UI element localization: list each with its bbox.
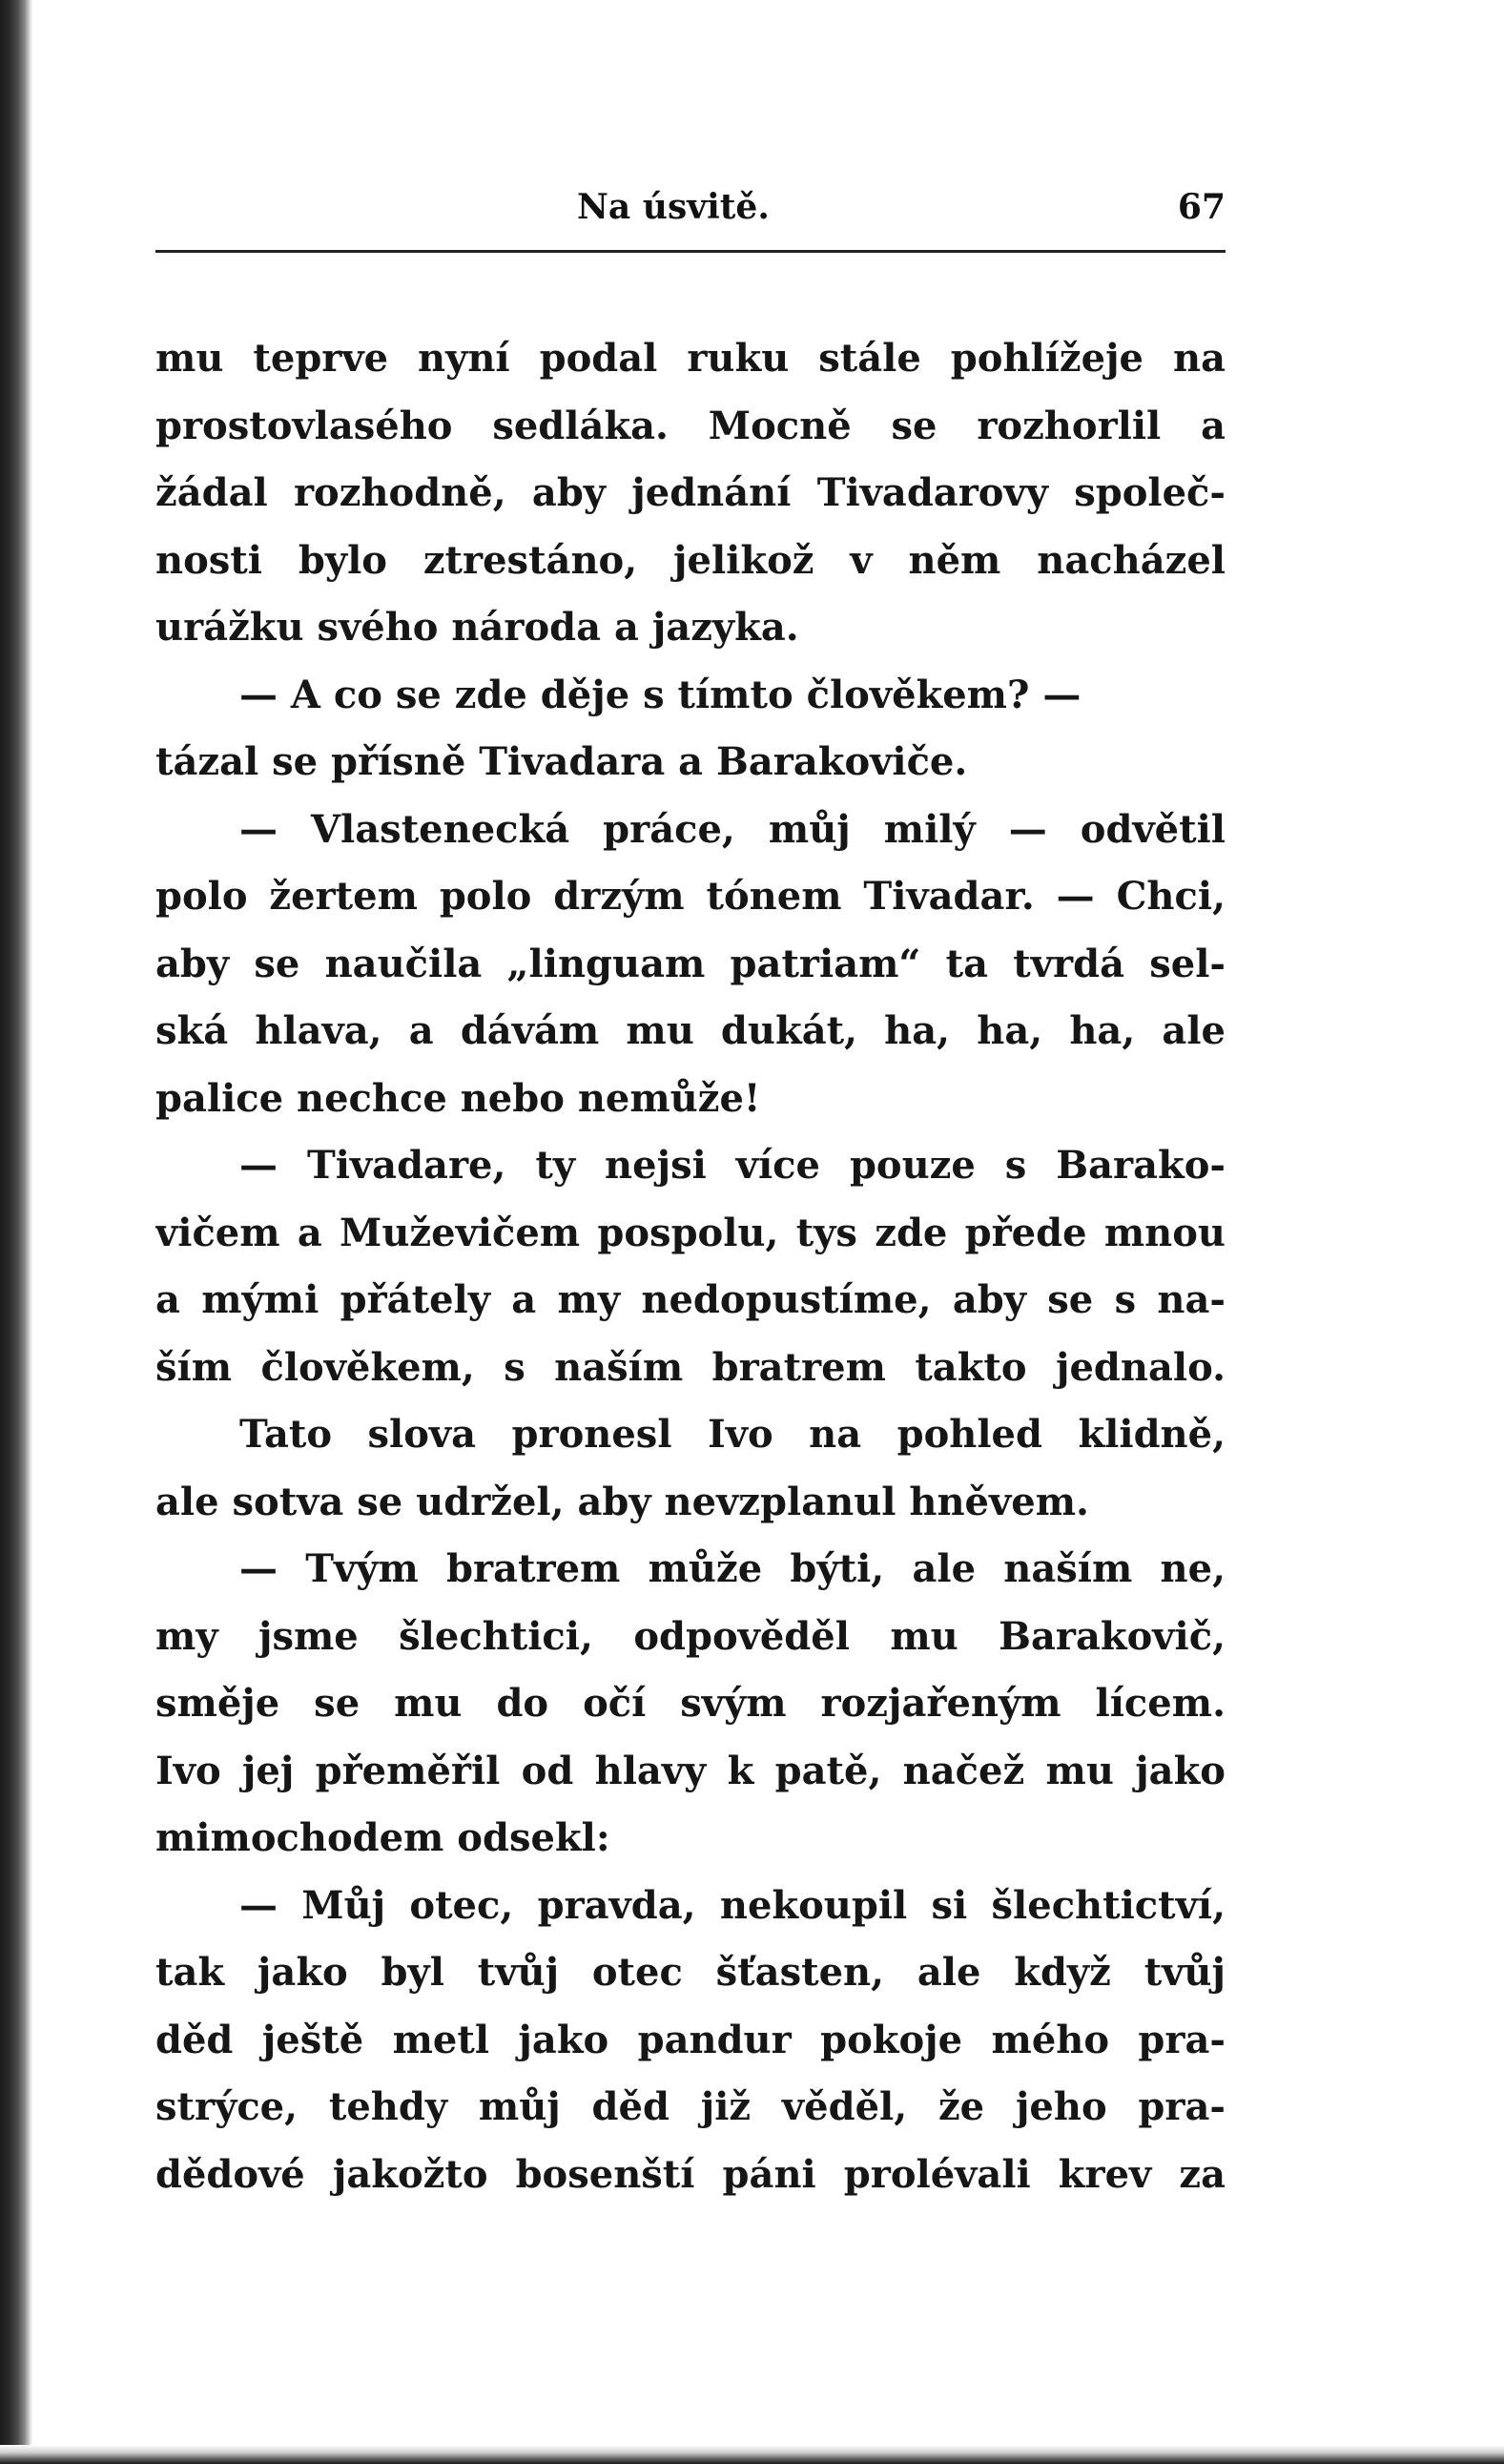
text-line: děd ještě metl jako pandur pokoje mého pra- [155,2017,1226,2062]
text-line: Ivo jej přeměřil od hlavy k patě, načež mu jako [155,1748,1226,1793]
text-line: žádal rozhodně, aby jednání Tivadarovy společ- [155,470,1226,515]
text-line: strýce, tehdy můj děd již věděl, že jeho pra- [155,2084,1226,2129]
text-line: — Můj otec, pravda, nekoupil si šlechtictví, [239,1882,1226,1928]
running-title: Na úsvitě. [577,187,770,227]
text-line: — Tivadare, ty nejsi více pouze s Barako- [239,1143,1226,1188]
text-line: my jsme šlechtici, odpověděl mu Barakovič, [155,1613,1226,1659]
text-line: vičem a Muževičem pospolu, tys zde přede mnou [155,1210,1226,1255]
page-binding-edge [0,0,32,2464]
text-line: mimochodem odsekl: [155,1815,610,1860]
text-line: nosti bylo ztrestáno, jelikož v něm nacházel [155,537,1226,583]
page-number: 67 [1177,187,1226,227]
page-bottom-edge [0,2445,1504,2464]
text-line: urážku svého národa a jazyka. [155,605,799,650]
text-line: mu teprve nyní podal ruku stále pohlížeje na [155,336,1226,381]
text-line: dědové jakožto bosenští páni prolévali krev za [155,2151,1226,2197]
text-line: — A co se zde děje s tímto člověkem? — [239,672,1082,717]
text-line: prostovlasého sedláka. Mocně se rozhorlil a [155,403,1226,448]
text-line: a mými přátely a my nedopustíme, aby se s na- [155,1277,1226,1322]
body-text [155,325,1226,2208]
text-line: směje se mu do očí svým rozjařeným lícem. [155,1681,1226,1726]
text-line: ším člověkem, s naším bratrem takto jednalo. [155,1344,1226,1390]
text-line: ská hlava, a dávám mu dukát, ha, ha, ha, ale [155,1008,1226,1053]
text-line: palice nechce nebo nemůže! [155,1075,761,1121]
text-line: aby se naučila „linguam patriam“ ta tvrdá sel- [155,941,1226,986]
text-line: tak jako byl tvůj otec šťasten, ale když tvůj [155,1950,1226,1995]
text-line: — Tvým bratrem může býti, ale naším ne, [239,1546,1226,1591]
header-rule [155,250,1226,253]
text-line: — Vlastenecká práce, můj milý — odvětil [239,806,1226,852]
page-header [155,187,1226,240]
text-line: polo žertem polo drzým tónem Tivadar. — Chci, [155,874,1226,919]
text-line: tázal se přísně Tivadara a Barakoviče. [155,739,968,784]
text-line: Tato slova pronesl Ivo na pohled klidně, [239,1412,1226,1457]
text-line: ale sotva se udržel, aby nevzplanul hněvem. [155,1479,1089,1524]
